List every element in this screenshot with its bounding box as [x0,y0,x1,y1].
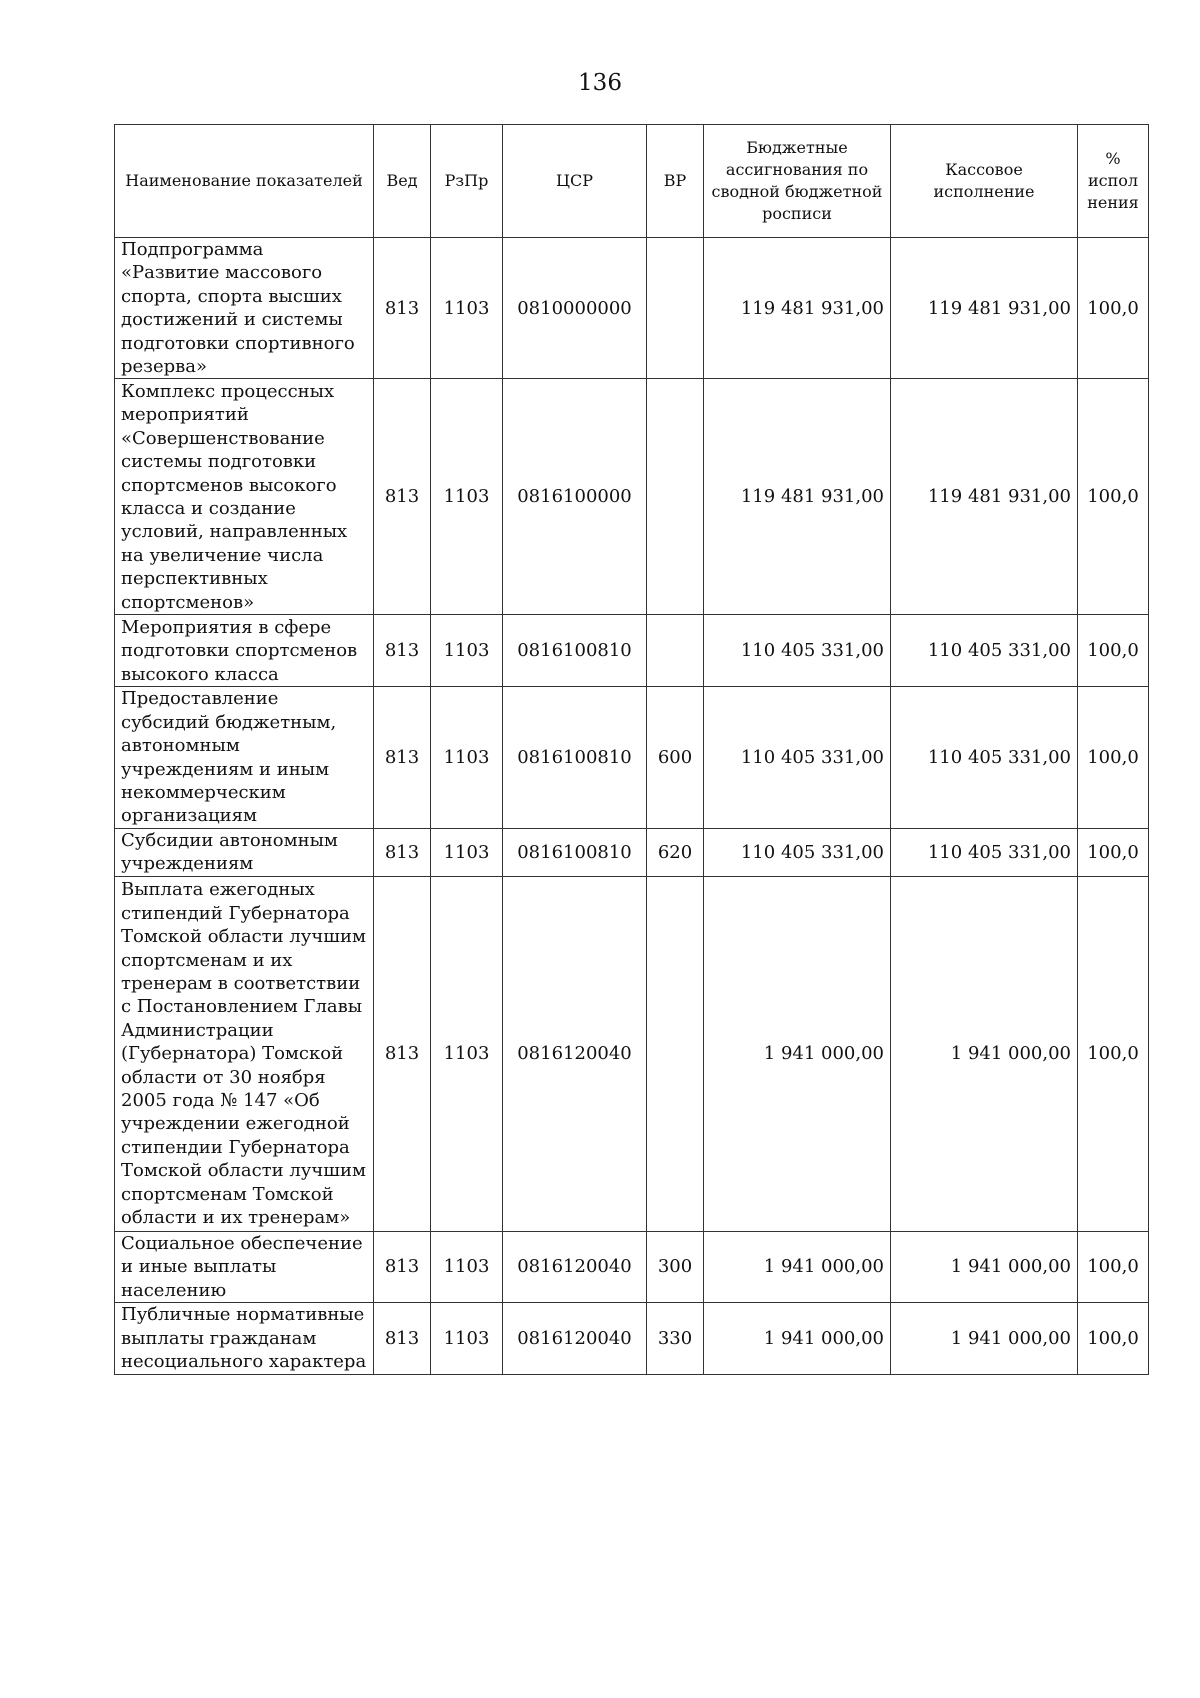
header-rzpr: РзПр [431,125,503,238]
row-name: Выплата ежегодных стипендий Губернатора Томской области лучшим спортсменам и их тренерам в соответствии с Постановлением Главы Администрации (Губернатора) Томской области от 30 ноября 2005 года № 147 «Об учреждении ежегодной стипендии Губернатора Томской области лучшим спортсменам Томской области и их тренерам» [115,876,374,1231]
row-rzpr: 1103 [431,1231,503,1302]
row-vr: 600 [647,687,704,828]
header-ved: Вед [374,125,431,238]
row-ved: 813 [374,1231,431,1302]
row-rzpr: 1103 [431,379,503,615]
row-budget: 119 481 931,00 [704,379,891,615]
row-vr [647,379,704,615]
table-row [115,1303,1149,1375]
table-row [115,876,1149,1231]
row-cash: 119 481 931,00 [891,379,1078,615]
table-row [115,615,1149,687]
row-name: Мероприятия в сфере подготовки спортсменов высокого класса [115,615,374,687]
row-budget: 110 405 331,00 [704,828,891,876]
row-percent: 100,0 [1078,828,1149,876]
row-rzpr: 1103 [431,876,503,1231]
row-percent: 100,0 [1078,379,1149,615]
table-row [115,1231,1149,1302]
row-cash: 1 941 000,00 [891,876,1078,1231]
row-percent: 100,0 [1078,238,1149,379]
row-csr: 0816100810 [503,615,647,687]
header-cash: Кассовое исполнение [891,125,1078,238]
row-rzpr: 1103 [431,1303,503,1375]
row-csr: 0816120040 [503,1303,647,1375]
row-cash: 119 481 931,00 [891,238,1078,379]
header-name: Наименование показателей [115,125,374,238]
row-percent: 100,0 [1078,1303,1149,1375]
table-row [115,238,1149,379]
row-ved: 813 [374,828,431,876]
row-vr [647,876,704,1231]
row-csr: 0810000000 [503,238,647,379]
row-budget: 110 405 331,00 [704,687,891,828]
row-csr: 0816120040 [503,1231,647,1302]
row-ved: 813 [374,238,431,379]
row-name: Субсидии автономным учреждениям [115,828,374,876]
table-row [115,828,1149,876]
row-csr: 0816120040 [503,876,647,1231]
row-csr: 0816100810 [503,687,647,828]
row-budget: 1 941 000,00 [704,876,891,1231]
budget-execution-table [114,124,1149,1375]
row-name: Подпрограмма «Развитие массового спорта, спорта высших достижений и системы подготовки спортивного резерва» [115,238,374,379]
row-vr: 300 [647,1231,704,1302]
row-csr: 0816100810 [503,828,647,876]
row-budget: 110 405 331,00 [704,615,891,687]
header-csr: ЦСР [503,125,647,238]
table-row [115,379,1149,615]
row-percent: 100,0 [1078,687,1149,828]
header-vr: ВР [647,125,704,238]
row-ved: 813 [374,379,431,615]
row-rzpr: 1103 [431,828,503,876]
row-name: Комплекс процессных мероприятий «Совершенствование системы подготовки спортсменов высокого класса и создание условий, направленных на увеличение числа перспективных спортсменов» [115,379,374,615]
row-budget: 119 481 931,00 [704,238,891,379]
table-header-row [115,125,1149,238]
row-ved: 813 [374,876,431,1231]
row-cash: 110 405 331,00 [891,687,1078,828]
row-vr [647,615,704,687]
row-percent: 100,0 [1078,1231,1149,1302]
row-vr: 620 [647,828,704,876]
row-ved: 813 [374,615,431,687]
table-row [115,687,1149,828]
row-percent: 100,0 [1078,615,1149,687]
page-number: 136 [578,70,622,96]
row-percent: 100,0 [1078,876,1149,1231]
row-csr: 0816100000 [503,379,647,615]
row-name: Социальное обеспечение и иные выплаты населению [115,1231,374,1302]
row-ved: 813 [374,1303,431,1375]
row-ved: 813 [374,687,431,828]
header-budget: Бюджетные ассигнования по сводной бюджетной росписи [704,125,891,238]
row-budget: 1 941 000,00 [704,1303,891,1375]
row-rzpr: 1103 [431,615,503,687]
row-name: Публичные нормативные выплаты гражданам несоциального характера [115,1303,374,1375]
row-vr: 330 [647,1303,704,1375]
row-name: Предоставление субсидий бюджетным, автономным учреждениям и иным некоммерческим организациям [115,687,374,828]
row-cash: 110 405 331,00 [891,828,1078,876]
row-rzpr: 1103 [431,687,503,828]
row-rzpr: 1103 [431,238,503,379]
row-vr [647,238,704,379]
header-percent: % испол нения [1078,125,1149,238]
row-cash: 1 941 000,00 [891,1303,1078,1375]
row-budget: 1 941 000,00 [704,1231,891,1302]
row-cash: 110 405 331,00 [891,615,1078,687]
row-cash: 1 941 000,00 [891,1231,1078,1302]
